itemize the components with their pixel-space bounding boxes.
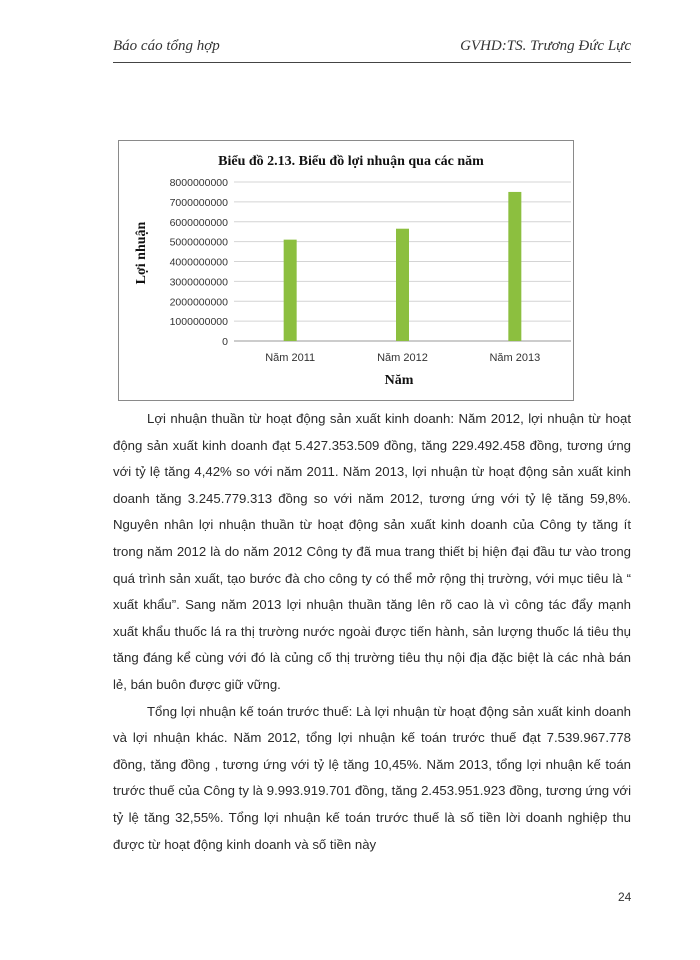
y-tick-label: 6000000000: [169, 216, 228, 229]
profit-chart-canvas: [119, 141, 573, 400]
header-report-title: Báo cáo tổng hợp: [113, 38, 220, 54]
chart-bar: [284, 240, 297, 341]
paragraph-pretax-profit: Tổng lợi nhuận kế toán trước thuế: Là lợi nhuận từ hoạt động sản xuất kinh doanh và lợi nhuận khác. Năm 2012, tổng lợi nhuận kế toán trước thuế đạt 7.539.967.778 đồng, tăng đồng , tương ứng với tỷ lệ tăng 10,45%. Năm 2013, tổng lợi nhuận kế toán trước thuế của Công ty là 9.993.919.701 đồng, tăng 2.453.951.923 đồng, tương ứng với tỷ lệ tăng 32,55%. Tổng lợi nhuận kế toán trước thuế là số tiền lời doanh nghiệp thu được từ hoạt động kinh doanh và số tiền này: [113, 703, 631, 852]
y-tick-label: 4000000000: [169, 256, 228, 269]
y-tick-label: 5000000000: [169, 236, 228, 249]
x-tick-label: Năm 2011: [265, 352, 316, 364]
header-divider: [113, 62, 631, 63]
chart-title: Biểu đồ 2.13. Biểu đồ lợi nhuận qua các năm: [218, 154, 484, 169]
chart-y-axis-label: Lợi nhuận: [134, 221, 149, 285]
page-number: 24: [618, 890, 632, 904]
page-header: [113, 38, 631, 60]
y-tick-label: 8000000000: [169, 177, 228, 189]
y-tick-label: 3000000000: [169, 276, 228, 289]
profit-chart: [118, 140, 574, 401]
chart-x-axis-label: Năm: [384, 373, 414, 388]
x-tick-label: Năm 2013: [489, 352, 541, 364]
y-tick-label: 1000000000: [169, 316, 228, 329]
y-tick-label: 7000000000: [169, 196, 228, 209]
body-text: [113, 406, 631, 858]
chart-bar: [508, 192, 521, 341]
y-tick-label: 2000000000: [169, 296, 228, 309]
y-tick-label: 0: [222, 336, 228, 348]
x-tick-label: Năm 2012: [377, 352, 428, 364]
header-supervisor: GVHD:TS. Trương Đức Lực: [460, 38, 631, 54]
paragraph-operating-profit: Lợi nhuận thuần từ hoạt động sản xuất kinh doanh: Năm 2012, lợi nhuận từ hoạt động sản xuất kinh doanh đạt 5.427.353.509 đồng, tăng 229.492.458 đồng, tương ứng với tỷ lệ tăng 4,42% so với năm 2011. Năm 2013, lợi nhuận từ hoạt động sản xuất kinh doanh tăng 3.245.779.313 đồng so với năm 2012, tương ứng với tỷ lệ tăng 59,8%. Nguyên nhân lợi nhuận thuần từ hoạt động sản xuất kinh doanh của Công ty tăng ít trong năm 2012 là do năm 2012 Công ty đã mua trang thiết bị hiện đại đầu tư vào trong quá trình sản xuất, tạo bước đà cho công ty có thể mở rộng thị trường, với mục tiêu là “ xuất khẩu”. Sang năm 2013 lợi nhuận thuần tăng lên rõ cao là vì công tác đẩy mạnh xuất khẩu thuốc lá ra thị trường nước ngoài được tiến hành, sản lượng thuốc lá tiêu thụ tăng đáng kể cùng với đó là củng cố thị trường tiêu thụ nội địa đặc biệt là các nhà bán lẻ, bán buôn được giữ vững.: [113, 411, 631, 692]
chart-bar: [396, 229, 409, 341]
